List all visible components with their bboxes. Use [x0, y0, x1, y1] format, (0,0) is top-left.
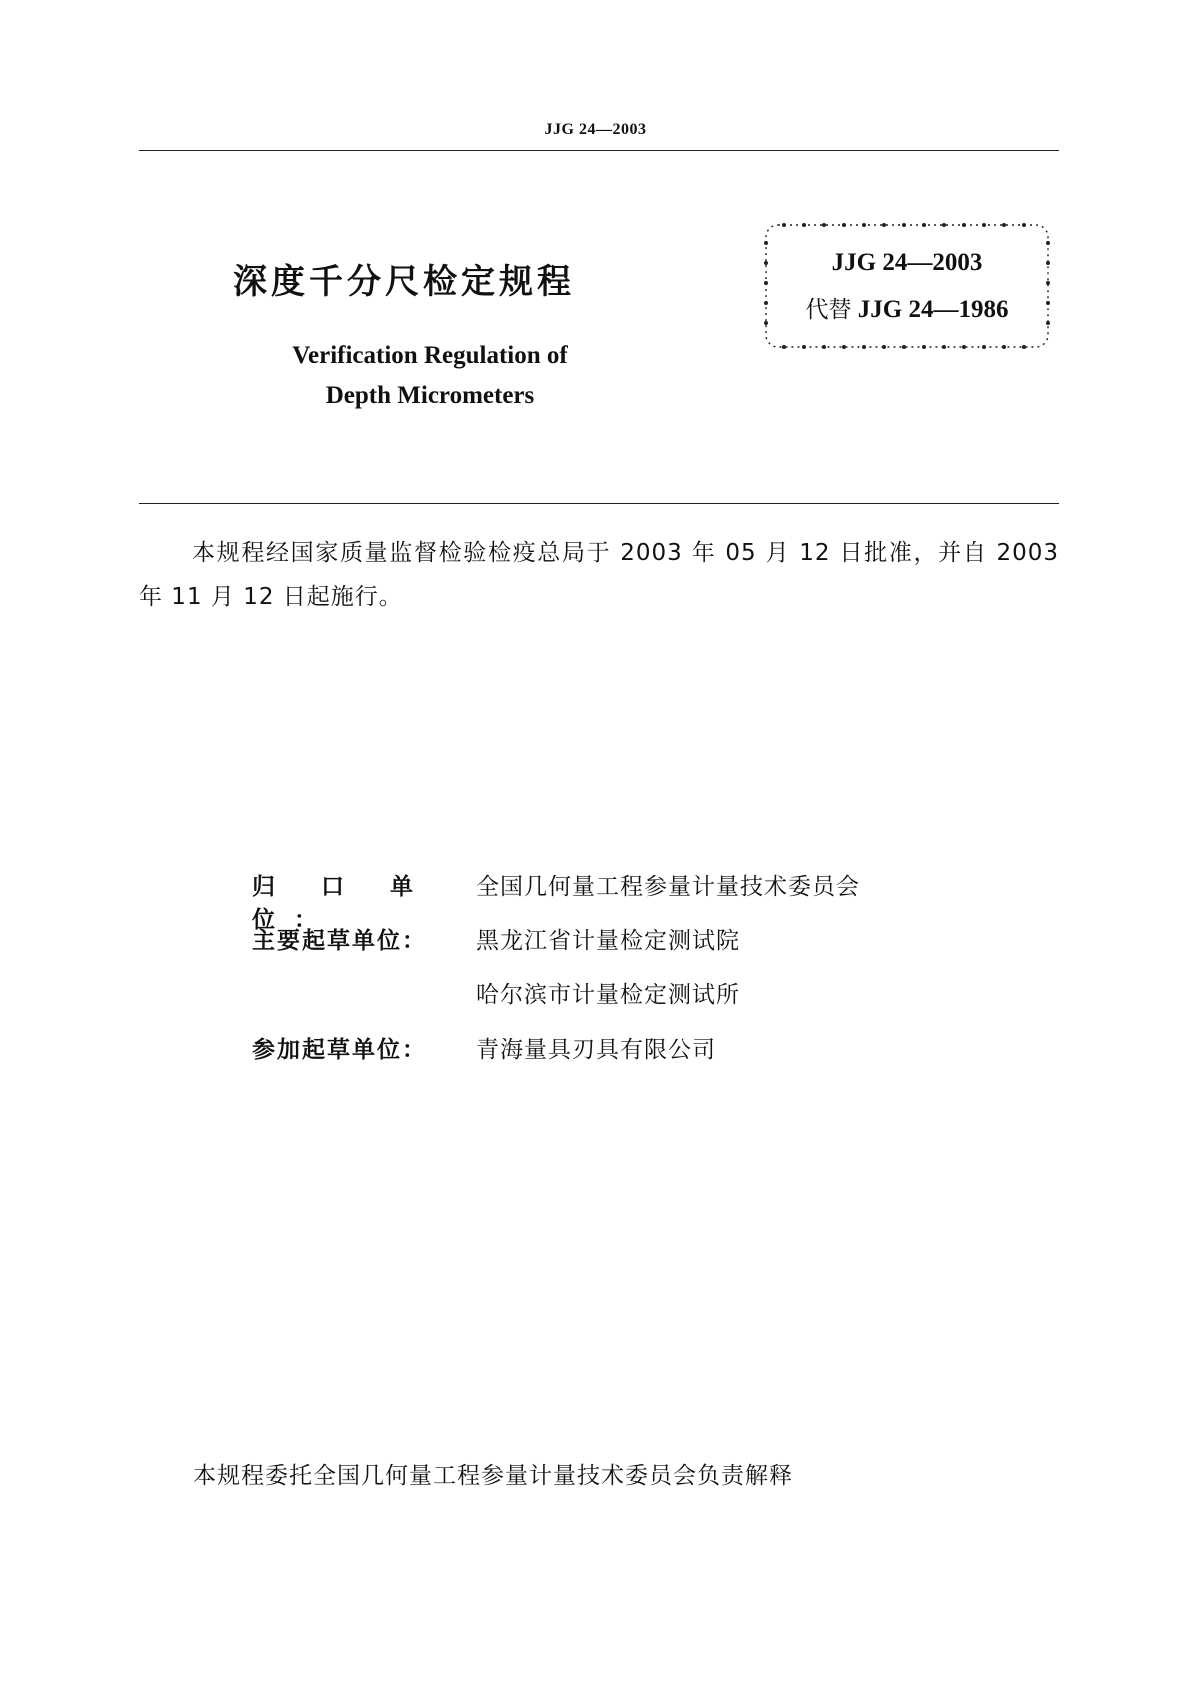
frame-dot	[822, 223, 826, 227]
frame-dot	[1046, 241, 1050, 245]
interpretation-note: 本规程委托全国几何量工程参量计量技术委员会负责解释	[193, 1463, 793, 1489]
frame-dot	[962, 345, 966, 349]
running-header-code: JJG 24—2003	[544, 121, 647, 138]
title-english-line2: Depth Micrometers	[325, 382, 535, 409]
frame-dot	[802, 223, 806, 227]
org-value: 哈尔滨市计量检定测试所	[476, 982, 740, 1008]
approval-paragraph: 本规程经国家质量监督检验检疫总局于 2003 年 05 月 12 日批准，并自 2003 年 11 月 12 日起施行。	[139, 540, 1059, 610]
title-chinese: 深度千分尺检定规程	[233, 262, 575, 302]
org-value: 青海量具刃具有限公司	[476, 1037, 716, 1063]
frame-dot	[942, 345, 946, 349]
frame-dot	[882, 223, 886, 227]
org-label: 参加起草单位：	[252, 1037, 427, 1063]
frame-dot	[982, 345, 986, 349]
frame-dot	[842, 223, 846, 227]
org-label: 主要起草单位：	[252, 928, 427, 954]
standard-code-box	[762, 221, 1052, 351]
frame-dot	[764, 281, 768, 285]
frame-dot	[922, 223, 926, 227]
frame-dot	[842, 345, 846, 349]
section-divider	[139, 503, 1059, 504]
frame-dot	[982, 223, 986, 227]
frame-dot	[962, 223, 966, 227]
header-divider	[139, 150, 1059, 151]
frame-dot	[1046, 281, 1050, 285]
standard-code: JJG 24—2003	[831, 249, 983, 276]
decorative-frame	[762, 221, 1052, 351]
frame-dot	[782, 223, 786, 227]
frame-dot	[1002, 345, 1006, 349]
org-value: 全国几何量工程参量计量技术委员会	[476, 874, 860, 900]
frame-dot	[764, 241, 768, 245]
frame-dot	[922, 345, 926, 349]
frame-dot	[802, 345, 806, 349]
title-english-line1: Verification Regulation of	[292, 342, 568, 369]
org-label: 归 口 单 位：	[252, 874, 433, 933]
org-value: 黑龙江省计量检定测试院	[476, 928, 740, 954]
frame-dot	[862, 223, 866, 227]
replaces-line	[762, 291, 1052, 324]
frame-dot	[862, 345, 866, 349]
replaced-code: JJG 24—1986	[857, 296, 1009, 323]
frame-dot	[882, 345, 886, 349]
frame-dot	[782, 345, 786, 349]
replaces-prefix: 代替	[805, 297, 852, 323]
frame-dot	[902, 345, 906, 349]
frame-dot	[1022, 345, 1026, 349]
frame-dot	[1002, 223, 1006, 227]
frame-dot	[1022, 223, 1026, 227]
frame-dot	[942, 223, 946, 227]
frame-dot	[822, 345, 826, 349]
frame-dot	[902, 223, 906, 227]
